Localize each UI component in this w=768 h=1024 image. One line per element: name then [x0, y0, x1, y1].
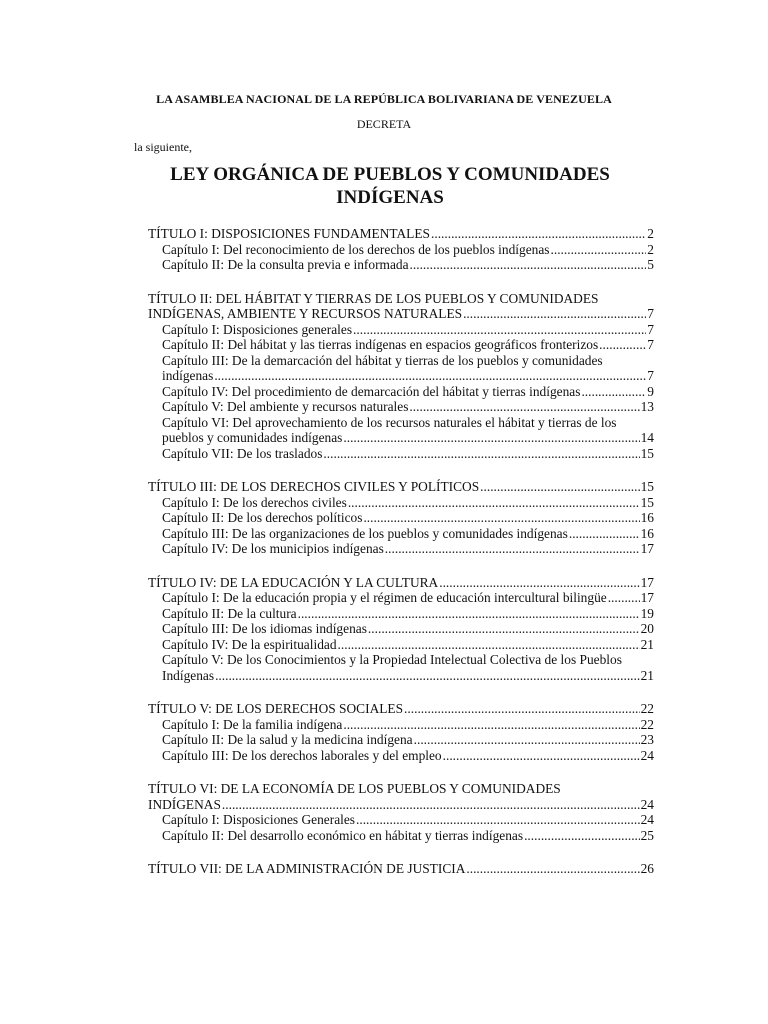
dot-leader: [368, 621, 640, 637]
toc-chapter-entry-text-line: Capítulo III: De la demarcación del hábitat y tierras de los pueblos y comunidades: [162, 352, 603, 368]
page-number: 17: [640, 590, 654, 605]
toc-chapter-entry-row: [162, 242, 654, 258]
dot-leader: [343, 430, 639, 446]
dot-leader: [569, 526, 640, 542]
toc-chapter-entry-text: Capítulo II: De la cultura: [162, 605, 297, 621]
toc-section: [148, 479, 654, 557]
toc-chapter-entry-row: [162, 257, 654, 273]
page-number: 24: [640, 812, 654, 827]
toc-title-entry[interactable]: [148, 575, 654, 591]
toc-chapter-entry-text: Capítulo III: De los idiomas indígenas: [162, 621, 367, 636]
toc-chapter-entry-row: [162, 368, 654, 384]
dot-leader: [466, 861, 639, 877]
decreta-heading: DECRETA: [356, 117, 412, 131]
toc-chapter-entry-text: Indígenas: [162, 667, 215, 683]
toc-chapter-entry-text-line: Capítulo V: De los Conocimientos y la Propiedad Intelectual Colectiva de los Pueblos: [162, 652, 622, 667]
toc-chapter-entry-row: [162, 430, 654, 446]
page-number: 26: [640, 861, 654, 876]
toc-chapter-entry-row: [162, 322, 654, 338]
toc-section: [148, 781, 654, 843]
toc-title-entry[interactable]: [148, 291, 654, 322]
page-number: 21: [640, 636, 654, 652]
page-number: 19: [640, 605, 654, 621]
toc-title-entry-row: [148, 701, 654, 717]
dot-leader: [356, 812, 640, 828]
page-number: 22: [640, 701, 654, 716]
toc-chapter-entry-text: Capítulo II: De los derechos políticos: [162, 510, 363, 525]
toc-chapter-entry[interactable]: [148, 732, 654, 748]
dot-leader: [343, 717, 639, 733]
toc-chapter-entry-row: [162, 399, 654, 415]
page-number: 5: [647, 257, 654, 272]
toc-chapter-entry[interactable]: [148, 590, 654, 606]
toc-chapter-entry-text: indígenas: [162, 368, 214, 383]
toc-chapter-entry[interactable]: [148, 748, 654, 764]
toc-chapter-entry[interactable]: [148, 384, 654, 400]
dot-leader: [599, 337, 646, 353]
dot-leader: [222, 797, 640, 813]
page-number: 16: [640, 510, 654, 525]
toc-title-entry-row: [148, 861, 654, 877]
toc-title-entry-text: TÍTULO VII: DE LA ADMINISTRACIÓN DE JUSTICIA: [148, 861, 466, 876]
toc-chapter-entry[interactable]: [148, 637, 654, 653]
toc-title-entry-text-line: TÍTULO VI: DE LA ECONOMÍA DE LOS PUEBLOS Y COMUNIDADES: [148, 781, 561, 796]
dot-leader: [323, 446, 639, 462]
toc-chapter-entry-text: Capítulo II: De la salud y la medicina indígena: [162, 732, 413, 747]
toc-title-entry[interactable]: [148, 861, 654, 877]
toc-chapter-entry[interactable]: [148, 257, 654, 273]
toc-chapter-entry-text: Capítulo V: Del ambiente y recursos naturales: [162, 399, 409, 414]
dot-leader: [214, 368, 646, 384]
toc-title-entry-text: TÍTULO I: DISPOSICIONES FUNDAMENTALES: [148, 226, 430, 241]
page-number: 24: [640, 747, 654, 763]
toc-chapter-entry[interactable]: [148, 652, 654, 683]
toc-chapter-entry-row: [162, 717, 654, 733]
toc-chapter-entry[interactable]: [148, 526, 654, 542]
toc-chapter-entry-text: Capítulo IV: Del procedimiento de demarcación del hábitat y tierras indígenas: [162, 383, 581, 399]
toc-chapter-entry-text: pueblos y comunidades indígenas: [162, 430, 343, 445]
dot-leader: [404, 701, 640, 717]
toc-chapter-entry-row: [162, 510, 654, 526]
toc-chapter-entry-text: Capítulo I: Del reconocimiento de los derechos de los pueblos indígenas: [162, 241, 550, 257]
toc-chapter-entry-row: [162, 732, 654, 748]
toc-chapter-entry-text: Capítulo III: De las organizaciones de los pueblos y comunidades indígenas: [162, 525, 568, 541]
toc-chapter-entry-row: [162, 812, 654, 828]
page-number: 7: [647, 337, 654, 352]
toc-chapter-entry-text: Capítulo I: De la familia indígena: [162, 716, 343, 732]
toc-chapter-entry-row: [162, 526, 654, 542]
toc-chapter-entry-row: [162, 337, 654, 353]
dot-leader: [348, 495, 640, 511]
toc-chapter-entry[interactable]: [148, 828, 654, 844]
dot-leader: [524, 828, 640, 844]
toc-chapter-entry-text: Capítulo I: De la educación propia y el régimen de educación intercultural bilingüe: [162, 590, 607, 605]
dot-leader: [431, 226, 646, 242]
dot-leader: [439, 575, 639, 591]
toc-chapter-entry-text: Capítulo II: De la consulta previa e informada: [162, 257, 409, 272]
toc-title-entry-text: TÍTULO V: DE LOS DERECHOS SOCIALES: [148, 701, 404, 716]
toc-chapter-entry-text: Capítulo III: De los derechos laborales y del empleo: [162, 747, 442, 763]
toc-chapter-entry-text: Capítulo VII: De los traslados: [162, 445, 323, 461]
toc-title-entry-row: [148, 479, 654, 495]
toc-chapter-entry[interactable]: [148, 322, 654, 338]
assembly-heading: LA ASAMBLEA NACIONAL DE LA REPÚBLICA BOLIVARIANA DE VENEZUELA: [156, 92, 612, 106]
toc-chapter-entry[interactable]: [148, 510, 654, 526]
page-number: 9: [647, 383, 654, 399]
toc-chapter-entry-row: [162, 384, 654, 400]
toc-chapter-entry-row: [162, 606, 654, 622]
table-of-contents: [148, 226, 654, 895]
toc-title-entry-text: TÍTULO IV: DE LA EDUCACIÓN Y LA CULTURA: [148, 574, 439, 590]
toc-section: [148, 291, 654, 462]
page-number: 21: [640, 667, 654, 683]
page-number: 17: [640, 574, 654, 590]
toc-title-entry-text: INDÍGENAS: [148, 796, 221, 812]
toc-chapter-entry-row: [162, 748, 654, 764]
toc-title-entry-text-line: TÍTULO II: DEL HÁBITAT Y TIERRAS DE LOS PUEBLOS Y COMUNIDADES: [148, 290, 599, 306]
toc-chapter-entry-row: [162, 590, 654, 606]
page-number: 24: [640, 796, 654, 812]
dot-leader: [409, 399, 639, 415]
toc-chapter-entry[interactable]: [148, 337, 654, 353]
dot-leader: [338, 637, 640, 653]
page-number: 16: [640, 525, 654, 541]
toc-title-entry-row: [148, 575, 654, 591]
toc-chapter-entry-row: [162, 446, 654, 462]
dot-leader: [363, 510, 639, 526]
toc-chapter-entry-row: [162, 668, 654, 684]
dot-leader: [463, 306, 646, 322]
intro-text: la siguiente,: [134, 140, 192, 154]
toc-title-entry-text: TÍTULO III: DE LOS DERECHOS CIVILES Y POLÍTICOS: [148, 479, 480, 494]
dot-leader: [298, 606, 640, 622]
page-number: 25: [640, 827, 654, 843]
toc-title-entry-row: [148, 306, 654, 322]
dot-leader: [443, 748, 640, 764]
toc-chapter-entry[interactable]: [148, 399, 654, 415]
toc-chapter-entry[interactable]: [148, 606, 654, 622]
toc-chapter-entry-text: Capítulo IV: De la espiritualidad: [162, 636, 337, 652]
page-number: 7: [647, 321, 654, 337]
toc-section: [148, 861, 654, 877]
toc-chapter-entry-row: [162, 637, 654, 653]
law-title-line-1: LEY ORGÁNICA DE PUEBLOS Y COMUNIDADES: [170, 164, 610, 185]
toc-chapter-entry[interactable]: [148, 495, 654, 511]
page-number: 23: [640, 732, 654, 747]
dot-leader: [385, 541, 640, 557]
toc-chapter-entry-row: [162, 828, 654, 844]
law-title: [150, 163, 630, 209]
dot-leader: [414, 732, 640, 748]
page-number: 7: [647, 368, 654, 383]
dot-leader: [215, 668, 640, 684]
law-title-line-2: INDÍGENAS: [336, 187, 444, 208]
toc-chapter-entry-row: [162, 541, 654, 557]
toc-section: [148, 701, 654, 763]
toc-chapter-entry[interactable]: [148, 415, 654, 446]
page-number: 14: [640, 430, 654, 445]
toc-chapter-entry-text: Capítulo I: Disposiciones Generales: [162, 812, 356, 827]
toc-title-entry[interactable]: [148, 479, 654, 495]
toc-title-entry-row: [148, 226, 654, 242]
toc-title-entry[interactable]: [148, 781, 654, 812]
page-number: 7: [647, 306, 654, 321]
toc-chapter-entry-text: Capítulo II: Del desarrollo económico en hábitat y tierras indígenas: [162, 827, 524, 843]
toc-chapter-entry[interactable]: [148, 621, 654, 637]
toc-chapter-entry-text-line: Capítulo VI: Del aprovechamiento de los recursos naturales el hábitat y tierras de los: [162, 414, 617, 430]
dot-leader: [353, 322, 646, 338]
toc-chapter-entry[interactable]: [148, 541, 654, 557]
toc-chapter-entry-row: [162, 621, 654, 637]
toc-title-entry-row: [148, 797, 654, 813]
dot-leader: [581, 384, 646, 400]
toc-chapter-entry[interactable]: [148, 812, 654, 828]
page-number: 2: [647, 241, 654, 257]
page-number: 13: [640, 399, 654, 414]
page-number: 22: [640, 716, 654, 732]
toc-chapter-entry-text: Capítulo I: Disposiciones generales: [162, 321, 353, 337]
page-number: 20: [640, 621, 654, 636]
toc-chapter-entry-text: Capítulo II: Del hábitat y las tierras indígenas en espacios geográficos fronterizos: [162, 337, 599, 352]
toc-chapter-entry[interactable]: [148, 717, 654, 733]
page-number: 17: [640, 541, 654, 556]
toc-chapter-entry[interactable]: [148, 446, 654, 462]
toc-chapter-entry-text: Capítulo I: De los derechos civiles: [162, 494, 347, 510]
toc-chapter-entry-row: [162, 495, 654, 511]
page-number: 15: [640, 445, 654, 461]
page-number: 2: [647, 226, 654, 241]
toc-title-entry-text: INDÍGENAS, AMBIENTE Y RECURSOS NATURALES: [148, 306, 463, 321]
toc-chapter-entry-text: Capítulo IV: De los municipios indígenas: [162, 541, 384, 556]
toc-chapter-entry[interactable]: [148, 353, 654, 384]
dot-leader: [410, 257, 647, 273]
toc-section: [148, 226, 654, 273]
dot-leader: [551, 242, 647, 258]
page-number: 15: [640, 479, 654, 494]
dot-leader: [608, 590, 640, 606]
toc-title-entry[interactable]: [148, 701, 654, 717]
toc-chapter-entry[interactable]: [148, 242, 654, 258]
dot-leader: [480, 479, 639, 495]
toc-section: [148, 575, 654, 684]
toc-title-entry[interactable]: [148, 226, 654, 242]
page-number: 15: [640, 494, 654, 510]
